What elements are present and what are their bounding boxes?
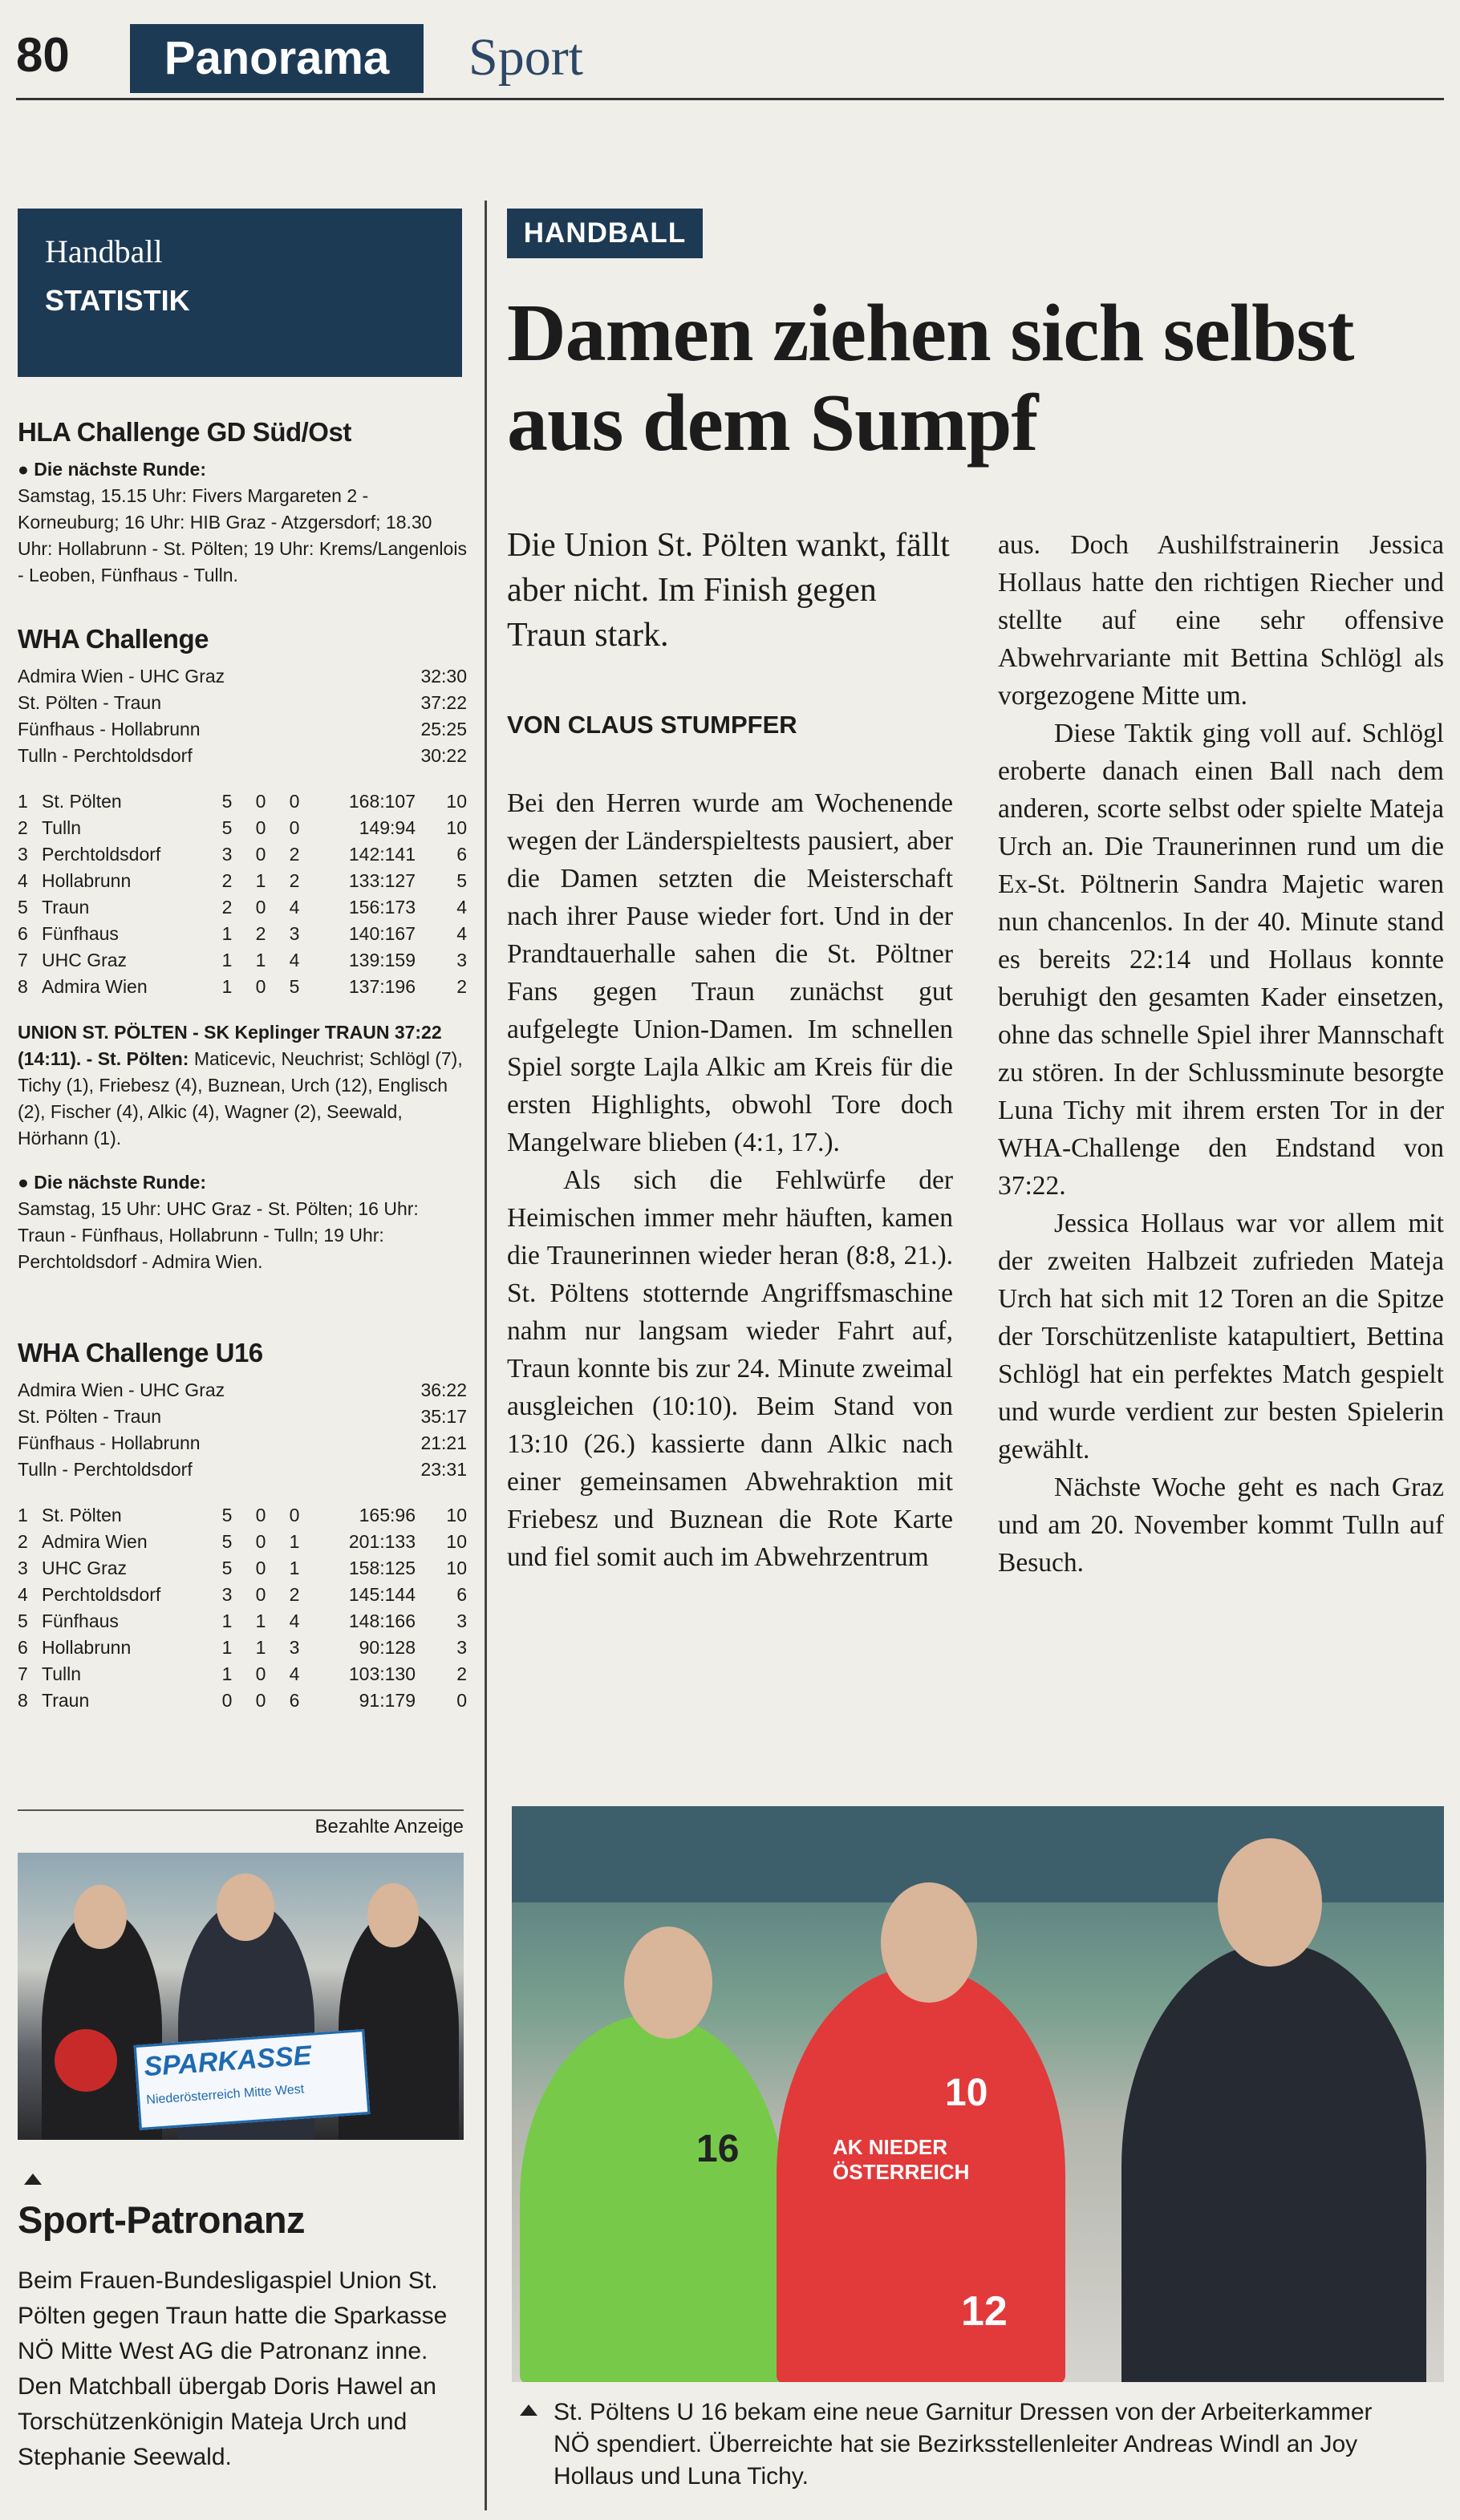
table-cell-l: 4 <box>289 1663 300 1684</box>
table-row <box>18 1555 467 1582</box>
table-cell-d: 0 <box>255 1558 266 1578</box>
result-row <box>18 1377 467 1404</box>
table-cell-pts: 6 <box>456 844 467 865</box>
result-score: 25:25 <box>420 719 467 739</box>
table-cell-d: 0 <box>255 844 266 865</box>
table-cell-pos: 5 <box>18 1610 28 1631</box>
result-match: Admira Wien - UHC Graz <box>18 666 225 687</box>
table-cell-team: Admira Wien <box>42 976 148 997</box>
section-label: Panorama <box>130 24 424 93</box>
face-middle <box>217 1874 274 1941</box>
man-in-suit <box>1121 1943 1426 2382</box>
result-row <box>18 1456 467 1483</box>
u16-block <box>18 1339 467 1714</box>
table-cell-goals: 103:130 <box>348 1663 416 1684</box>
result-row <box>18 1404 467 1430</box>
table-cell-pts: 10 <box>446 1558 467 1578</box>
table-row <box>18 1635 467 1661</box>
game-report-lineup: Maticevic, Neuchrist; Schlögl (7), Tichy (1), Friebesz (4), Buznean, Urch (12), Englisch (2), Fischer (4), Alkic (4), Wagner (2), Seewald, Hörhann (1). <box>18 1048 463 1149</box>
bank-region: Niederösterreich Mitte West <box>145 2082 305 2108</box>
table-cell-l: 4 <box>289 950 300 970</box>
hla-block <box>18 419 467 589</box>
article-paragraph: aus. Doch Aushilfstrainerin Jessica Hollaus hatte den richtigen Riecher und stellte auf eine sehr offensive Abwehrvariante mit Bettina Schlögl als vorgezogene Mitte um. <box>998 530 1444 711</box>
result-row <box>18 716 467 743</box>
table-cell-pos: 1 <box>18 791 28 812</box>
caption-arrow-icon <box>24 2174 42 2185</box>
table-cell-w: 2 <box>221 870 233 891</box>
photo-caption: St. Pöltens U 16 bekam eine neue Garnitur Dressen von der Arbeiterkammer NÖ spendiert. Überreichte hat sie Bezirksstellenleiter Andreas Windl an Joy Hollaus und Luna Tichy. <box>554 2399 1373 2490</box>
table-cell-w: 3 <box>221 1584 233 1605</box>
result-match: St. Pölten - Traun <box>18 1406 161 1427</box>
table-cell-d: 1 <box>255 1637 266 1658</box>
handball-ball <box>55 2029 117 2092</box>
team-photo <box>512 1806 1444 2382</box>
table-cell-w: 2 <box>221 897 233 918</box>
table-cell-goals: 168:107 <box>348 791 416 812</box>
ad-title: Sport-Patronanz <box>18 2198 306 2241</box>
face-man <box>1218 1838 1322 1967</box>
green-jersey-player <box>520 2015 785 2382</box>
table-cell-goals: 156:173 <box>348 897 416 918</box>
table-row <box>18 868 467 894</box>
table-cell-pts: 6 <box>456 1584 467 1605</box>
bank-name: SPARKASSE <box>143 2040 313 2083</box>
table-cell-d: 1 <box>255 950 266 970</box>
result-match: Fünfhaus - Hollabrunn <box>18 719 201 739</box>
article-headline: Damen ziehen sich selbst aus dem Sumpf <box>507 288 1354 468</box>
table-cell-pos: 4 <box>18 870 28 891</box>
table-cell-team: UHC Graz <box>42 950 128 970</box>
table-cell-d: 0 <box>255 1690 266 1711</box>
subsection-label: Sport <box>468 28 584 87</box>
table-cell-pts: 10 <box>446 1505 467 1525</box>
article-paragraph: Diese Taktik ging voll auf. Schlögl eroberte danach einen Ball nach dem anderen, scorte selbst oder spielte Mateja Urch an. Die Traunerinnen rund um die Ex-St. Pöltnerin Sandra Majetic waren nun chancenlos. In der 40. Minute stand es bereits 22:14 und Hollaus konnte beruhigt den gesamten Kader einsetzen, ohne das schnelle Spiel ihrer Mannschaft zu stören. In der Schlussminute besorgte Luna Tichy mit ihrem ersten Tor in der WHA-Challenge den Endstand von 37:22. <box>998 719 1444 1201</box>
result-score: 35:17 <box>420 1406 467 1427</box>
wha-game-report <box>18 1019 467 1152</box>
table-cell-team: Tulln <box>42 817 81 838</box>
u16-standings-table <box>18 1502 467 1714</box>
table-cell-l: 2 <box>289 1584 300 1605</box>
table-cell-l: 0 <box>289 791 300 812</box>
table-cell-team: Fünfhaus <box>42 1610 119 1631</box>
table-cell-pos: 7 <box>18 1663 28 1684</box>
table-cell-team: Hollabrunn <box>42 870 132 891</box>
table-cell-d: 1 <box>255 1610 266 1631</box>
wha-block <box>18 626 467 1275</box>
table-cell-pos: 2 <box>18 1531 28 1552</box>
hla-next-label: Die nächste Runde: <box>34 459 207 480</box>
table-row <box>18 841 467 868</box>
table-cell-team: Hollabrunn <box>42 1637 132 1658</box>
table-cell-goals: 145:144 <box>348 1584 416 1605</box>
table-cell-w: 1 <box>221 1663 233 1684</box>
result-score: 30:22 <box>420 745 467 766</box>
table-cell-w: 5 <box>221 791 233 812</box>
table-cell-d: 0 <box>255 976 266 997</box>
hla-title: HLA Challenge GD Süd/Ost <box>18 417 351 447</box>
table-row <box>18 1687 467 1714</box>
result-score: 36:22 <box>420 1380 467 1400</box>
face-player-1 <box>624 1926 712 2039</box>
table-cell-l: 1 <box>289 1558 300 1578</box>
result-match: Admira Wien - UHC Graz <box>18 1380 225 1400</box>
result-score: 23:31 <box>420 1459 467 1480</box>
bullet: ● <box>18 1172 34 1193</box>
table-cell-team: Traun <box>42 897 90 918</box>
wha-next-round <box>18 1169 467 1275</box>
table-cell-l: 3 <box>289 923 300 944</box>
column-divider <box>485 201 487 2510</box>
table-cell-pts: 2 <box>456 1663 467 1684</box>
wha-title: WHA Challenge <box>18 624 209 654</box>
table-row <box>18 1661 467 1687</box>
table-cell-pts: 10 <box>446 791 467 812</box>
table-cell-l: 5 <box>289 976 300 997</box>
table-cell-l: 0 <box>289 817 300 838</box>
table-row <box>18 1502 467 1529</box>
article-paragraph: Jessica Hollaus war vor allem mit der zweiten Halbzeit zufrieden Mateja Urch hat sich mit 12 Toren an die Spitze der Torschützenliste katapultiert, Bettina Schlögl hat ein perfektes Match gespielt und wurde verdient zur besten Spielerin gewählt. <box>998 1209 1444 1465</box>
result-match: Fünfhaus - Hollabrunn <box>18 1432 201 1453</box>
table-cell-d: 2 <box>255 923 266 944</box>
table-cell-l: 4 <box>289 1610 300 1631</box>
article-deck: Die Union St. Pölten wankt, fällt aber nicht. Im Finish gegen Traun stark. <box>507 527 950 654</box>
ad-text: Beim Frauen-Bundesligaspiel Union St. Pölten gegen Traun hatte die Sparkasse NÖ Mitte West AG die Patronanz inne. Den Matchball übergab Doris Hawel an Torschützenkönigin Mateja Urch und Stephanie Seewald. <box>18 2267 448 2470</box>
table-cell-w: 1 <box>221 1637 233 1658</box>
table-cell-w: 3 <box>221 844 233 865</box>
table-cell-goals: 133:127 <box>348 870 416 891</box>
table-cell-l: 2 <box>289 870 300 891</box>
table-cell-pos: 6 <box>18 923 28 944</box>
table-cell-w: 5 <box>221 1505 233 1525</box>
table-cell-goals: 137:196 <box>348 976 416 997</box>
table-row <box>18 1608 467 1635</box>
u16-title: WHA Challenge U16 <box>18 1338 263 1367</box>
article-kicker: HANDBALL <box>507 209 703 258</box>
table-cell-d: 0 <box>255 817 266 838</box>
table-cell-w: 1 <box>221 1610 233 1631</box>
table-cell-l: 3 <box>289 1637 300 1658</box>
table-cell-goals: 90:128 <box>359 1637 416 1658</box>
wha-results <box>18 663 467 769</box>
table-cell-pts: 4 <box>456 897 467 918</box>
table-row <box>18 947 467 974</box>
article-byline: VON CLAUS STUMPFER <box>507 711 797 739</box>
table-row <box>18 1529 467 1555</box>
result-score: 21:21 <box>420 1432 467 1453</box>
table-cell-team: St. Pölten <box>42 791 122 812</box>
table-cell-goals: 148:166 <box>348 1610 416 1631</box>
table-cell-pos: 6 <box>18 1637 28 1658</box>
table-row <box>18 921 467 947</box>
table-cell-pts: 3 <box>456 1637 467 1658</box>
table-cell-d: 1 <box>255 870 266 891</box>
table-cell-goals: 139:159 <box>348 950 416 970</box>
table-cell-goals: 201:133 <box>348 1531 416 1552</box>
sparkasse-sign <box>134 2029 371 2130</box>
sponsor-photo <box>18 1853 464 2140</box>
article-column-2 <box>998 526 1444 1582</box>
table-cell-goals: 149:94 <box>359 817 416 838</box>
table-cell-team: St. Pölten <box>42 1505 122 1525</box>
table-cell-d: 0 <box>255 1531 266 1552</box>
jersey-number-10: 10 <box>945 2072 988 2114</box>
table-cell-pos: 1 <box>18 1505 28 1525</box>
table-cell-team: Tulln <box>42 1663 81 1684</box>
table-cell-d: 0 <box>255 1663 266 1684</box>
table-cell-pts: 2 <box>456 976 467 997</box>
table-cell-pts: 4 <box>456 923 467 944</box>
table-cell-pos: 8 <box>18 1690 28 1711</box>
table-cell-d: 0 <box>255 897 266 918</box>
result-match: St. Pölten - Traun <box>18 692 161 713</box>
table-cell-pts: 10 <box>446 817 467 838</box>
article-paragraph: Nächste Woche geht es nach Graz und am 20. November kommt Tulln auf Besuch. <box>998 1473 1444 1578</box>
table-cell-team: Fünfhaus <box>42 923 119 944</box>
table-cell-pts: 10 <box>446 1531 467 1552</box>
paid-ad-label: Bezahlte Anzeige <box>18 1809 464 1838</box>
table-cell-team: Admira Wien <box>42 1531 148 1552</box>
table-cell-pos: 3 <box>18 1558 28 1578</box>
table-cell-l: 0 <box>289 1505 300 1525</box>
header-rule <box>16 98 1444 100</box>
table-cell-pts: 5 <box>456 870 467 891</box>
result-score: 32:30 <box>420 666 467 687</box>
table-cell-l: 2 <box>289 844 300 865</box>
article-column-1 <box>507 784 953 1576</box>
caption-arrow-icon <box>520 2405 537 2416</box>
table-cell-l: 1 <box>289 1531 300 1552</box>
table-row <box>18 974 467 1000</box>
article-paragraph: Bei den Herren wurde am Wochenende wegen der Länderspieltests pausiert, aber die Damen setzten die Meisterschaft nach ihrer Pause wieder fort. Und in der Prandtauerhalle sahen die St. Pöltner Fans gegen Traun zunächst gut aufgelegte Union-Damen. Im schnellen Spiel sorgte Lajla Alkic am Kreis für die ersten Highlights, obwohl Tore doch Mangelware blieben (4:1, 17.). <box>507 788 953 1157</box>
jersey-number-12: 12 <box>961 2288 1008 2335</box>
table-cell-pos: 4 <box>18 1584 28 1605</box>
face-left <box>74 1885 127 1949</box>
table-cell-goals: 165:96 <box>359 1505 416 1525</box>
table-cell-team: Traun <box>42 1690 90 1711</box>
table-cell-w: 5 <box>221 1531 233 1552</box>
jersey-sponsor: AK NIEDER ÖSTERREICH <box>833 2135 970 2184</box>
table-cell-goals: 158:125 <box>348 1558 416 1578</box>
table-cell-w: 0 <box>221 1690 233 1711</box>
wha-next-label: Die nächste Runde: <box>34 1172 207 1193</box>
result-row <box>18 663 467 690</box>
table-cell-pos: 2 <box>18 817 28 838</box>
table-cell-w: 1 <box>221 923 233 944</box>
jersey-number-16: 16 <box>696 2128 740 2170</box>
u16-results <box>18 1377 467 1483</box>
page-number: 80 <box>16 28 70 82</box>
table-cell-pts: 3 <box>456 950 467 970</box>
table-cell-w: 1 <box>221 950 233 970</box>
table-cell-d: 0 <box>255 1584 266 1605</box>
game-report-header: UNION ST. PÖLTEN - SK Keplinger TRAUN 37:22 (14:11). - St. Pölten: <box>18 1022 442 1069</box>
table-cell-goals: 142:141 <box>348 844 416 865</box>
table-cell-d: 0 <box>255 791 266 812</box>
table-row <box>18 815 467 841</box>
result-score: 37:22 <box>420 692 467 713</box>
statistics-box-line1: Handball <box>45 233 163 269</box>
face-right <box>367 1883 419 1947</box>
statistics-box <box>18 209 462 377</box>
wha-standings-table <box>18 788 467 1000</box>
result-match: Tulln - Perchtoldsdorf <box>18 1459 193 1480</box>
table-row <box>18 1582 467 1608</box>
table-row <box>18 894 467 921</box>
table-cell-goals: 91:179 <box>359 1690 416 1711</box>
wha-next-text: Samstag, 15 Uhr: UHC Graz - St. Pölten; 16 Uhr: Traun - Fünfhaus, Hollabrunn - Tulln; 19 Uhr: Perchtoldsdorf - Admira Wien. <box>18 1198 419 1272</box>
table-cell-w: 1 <box>221 976 233 997</box>
hla-next-text: Samstag, 15.15 Uhr: Fivers Margareten 2 - Korneuburg; 16 Uhr: HIB Graz - Atzgersdorf; 18.30 Uhr: Hollabrunn - St. Pölten; 19 Uhr: Krems/Langenlois - Leoben, Fünfhaus - Tulln. <box>18 485 467 585</box>
table-cell-l: 6 <box>289 1690 300 1711</box>
table-cell-pos: 3 <box>18 844 28 865</box>
table-cell-w: 5 <box>221 1558 233 1578</box>
article-paragraph: Als sich die Fehlwürfe der Heimischen immer mehr häuften, kamen die Traunerinnen wieder heran (8:8, 21.). St. Pöltens stotternde Angriffsmaschine nahm nur langsam wieder Fahrt auf, Traun konnte bis zur 24. Minute zweimal ausgleichen (10:10). Beim Stand von 13:10 (26.) kassierte dann Alkic nach einer gemeinsamen Abwehraktion mit Friebesz und Buznean die Rote Karte und fiel somit auch im Abwehrzentrum <box>507 1165 953 1572</box>
table-cell-goals: 140:167 <box>348 923 416 944</box>
result-match: Tulln - Perchtoldsdorf <box>18 745 193 766</box>
statistics-box-line2: STATISTIK <box>45 284 190 317</box>
bullet: ● <box>18 459 34 480</box>
table-cell-pos: 5 <box>18 897 28 918</box>
table-row <box>18 788 467 815</box>
face-player-2 <box>881 1882 977 2003</box>
result-row <box>18 690 467 716</box>
table-cell-pos: 7 <box>18 950 28 970</box>
table-cell-pts: 0 <box>456 1690 467 1711</box>
table-cell-team: Perchtoldsdorf <box>42 844 161 865</box>
table-cell-d: 0 <box>255 1505 266 1525</box>
table-cell-team: Perchtoldsdorf <box>42 1584 161 1605</box>
table-cell-w: 5 <box>221 817 233 838</box>
table-cell-team: UHC Graz <box>42 1558 128 1578</box>
table-cell-pos: 8 <box>18 976 28 997</box>
hla-next-round <box>18 456 467 589</box>
table-cell-l: 4 <box>289 897 300 918</box>
result-row <box>18 743 467 769</box>
result-row <box>18 1430 467 1456</box>
table-cell-pts: 3 <box>456 1610 467 1631</box>
